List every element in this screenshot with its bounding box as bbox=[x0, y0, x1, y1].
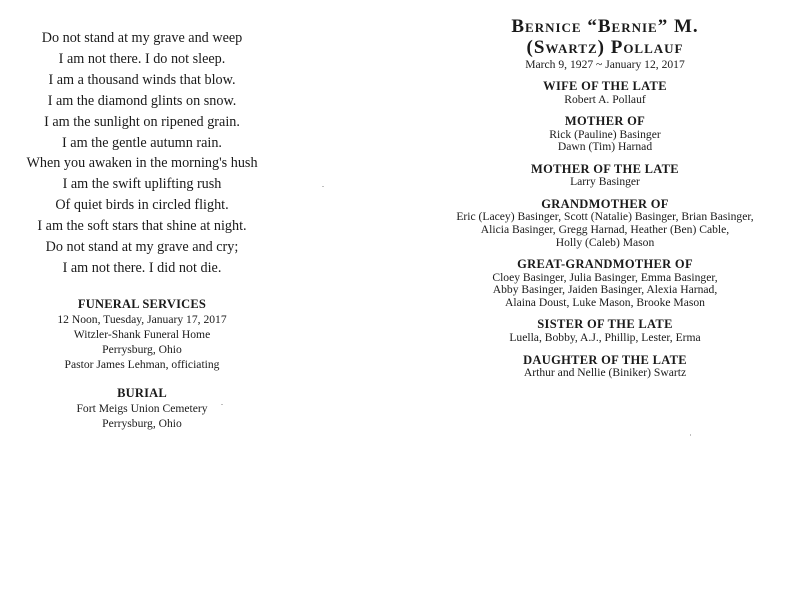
poem-line: I am not there. I did not die. bbox=[62, 259, 222, 276]
relation-name: Alaina Doust, Luke Mason, Brooke Mason bbox=[505, 295, 705, 309]
funeral-services-section bbox=[0, 297, 284, 372]
relation-sister-of-the-late bbox=[410, 318, 800, 344]
relation-name: Holly (Caleb) Mason bbox=[555, 235, 655, 249]
relation-name: Cloey Basinger, Julia Basinger, Emma Basinger, bbox=[492, 270, 718, 284]
left-panel bbox=[0, 28, 284, 431]
deceased-name-line1: Bernice “Bernie” M. bbox=[511, 16, 699, 37]
burial-section bbox=[0, 386, 284, 431]
poem-line: I am the gentle autumn rain. bbox=[62, 134, 222, 151]
scan-speck bbox=[690, 434, 691, 436]
funeral-city: Perrysburg, Ohio bbox=[102, 342, 182, 356]
poem-line: I am not there. I do not sleep. bbox=[58, 50, 226, 67]
scan-speck bbox=[221, 404, 223, 405]
poem-line: Do not stand at my grave and cry; bbox=[45, 239, 239, 256]
relation-grandmother-of bbox=[410, 198, 800, 249]
relation-mother-of bbox=[410, 115, 800, 154]
burial-cemetery: Fort Meigs Union Cemetery bbox=[76, 401, 208, 415]
relation-name: Robert A. Pollauf bbox=[564, 92, 646, 106]
life-dates: March 9, 1927 ~ January 12, 2017 bbox=[525, 58, 685, 71]
relation-name: Abby Basinger, Jaiden Basinger, Alexia Harnad, bbox=[492, 283, 718, 297]
funeral-time: 12 Noon, Tuesday, January 17, 2017 bbox=[57, 312, 227, 326]
funeral-officiant: Pastor James Lehman, officiating bbox=[64, 357, 220, 371]
relation-heading: WIFE OF THE LATE bbox=[543, 79, 667, 93]
relation-heading: DAUGHTER OF THE LATE bbox=[523, 352, 687, 367]
relation-wife-of-the-late bbox=[410, 80, 800, 106]
funeral-home: Witzler-Shank Funeral Home bbox=[73, 327, 211, 341]
poem-line: I am the swift uplifting rush bbox=[62, 176, 222, 193]
relation-name: Arthur and Nellie (Biniker) Swartz bbox=[523, 366, 687, 380]
poem-line: I am the sunlight on ripened grain. bbox=[44, 113, 240, 130]
poem-line: I am the diamond glints on snow. bbox=[47, 92, 237, 109]
poem-line: When you awaken in the morning's hush bbox=[26, 155, 258, 172]
relation-heading: GREAT-GRANDMOTHER OF bbox=[517, 257, 693, 272]
relation-daughter-of-the-late bbox=[410, 354, 800, 380]
relation-name: Luella, Bobby, A.J., Phillip, Lester, Erma bbox=[509, 330, 701, 344]
relation-heading: SISTER OF THE LATE bbox=[537, 317, 673, 332]
relation-great-grandmother-of bbox=[410, 258, 800, 309]
poem-line: I am a thousand winds that blow. bbox=[48, 71, 236, 88]
poem-line: Do not stand at my grave and weep bbox=[41, 30, 243, 46]
right-panel bbox=[410, 16, 800, 389]
burial-heading: BURIAL bbox=[117, 385, 167, 400]
relation-name: Dawn (Tim) Harnad bbox=[557, 140, 653, 154]
poem bbox=[0, 28, 284, 279]
relation-heading: MOTHER OF THE LATE bbox=[531, 161, 679, 176]
relation-name: Alicia Basinger, Gregg Harnad, Heather (Ben) Cable, bbox=[480, 222, 730, 236]
relation-heading: MOTHER OF bbox=[564, 114, 646, 129]
relation-name: Eric (Lacey) Basinger, Scott (Natalie) Basinger, Brian Basinger, bbox=[456, 210, 754, 224]
relation-heading: GRANDMOTHER OF bbox=[541, 196, 669, 211]
poem-line: Of quiet birds in circled flight. bbox=[55, 197, 229, 214]
funeral-services-heading: FUNERAL SERVICES bbox=[77, 296, 207, 311]
relation-mother-of-the-late bbox=[410, 163, 800, 189]
poem-line: I am the soft stars that shine at night. bbox=[37, 218, 247, 235]
relation-name: Larry Basinger bbox=[570, 175, 640, 189]
relation-name: Rick (Pauline) Basinger bbox=[549, 127, 661, 141]
scan-speck bbox=[322, 186, 324, 187]
burial-city: Perrysburg, Ohio bbox=[102, 416, 182, 430]
deceased-name-line2: (Swartz) Pollauf bbox=[526, 37, 684, 58]
